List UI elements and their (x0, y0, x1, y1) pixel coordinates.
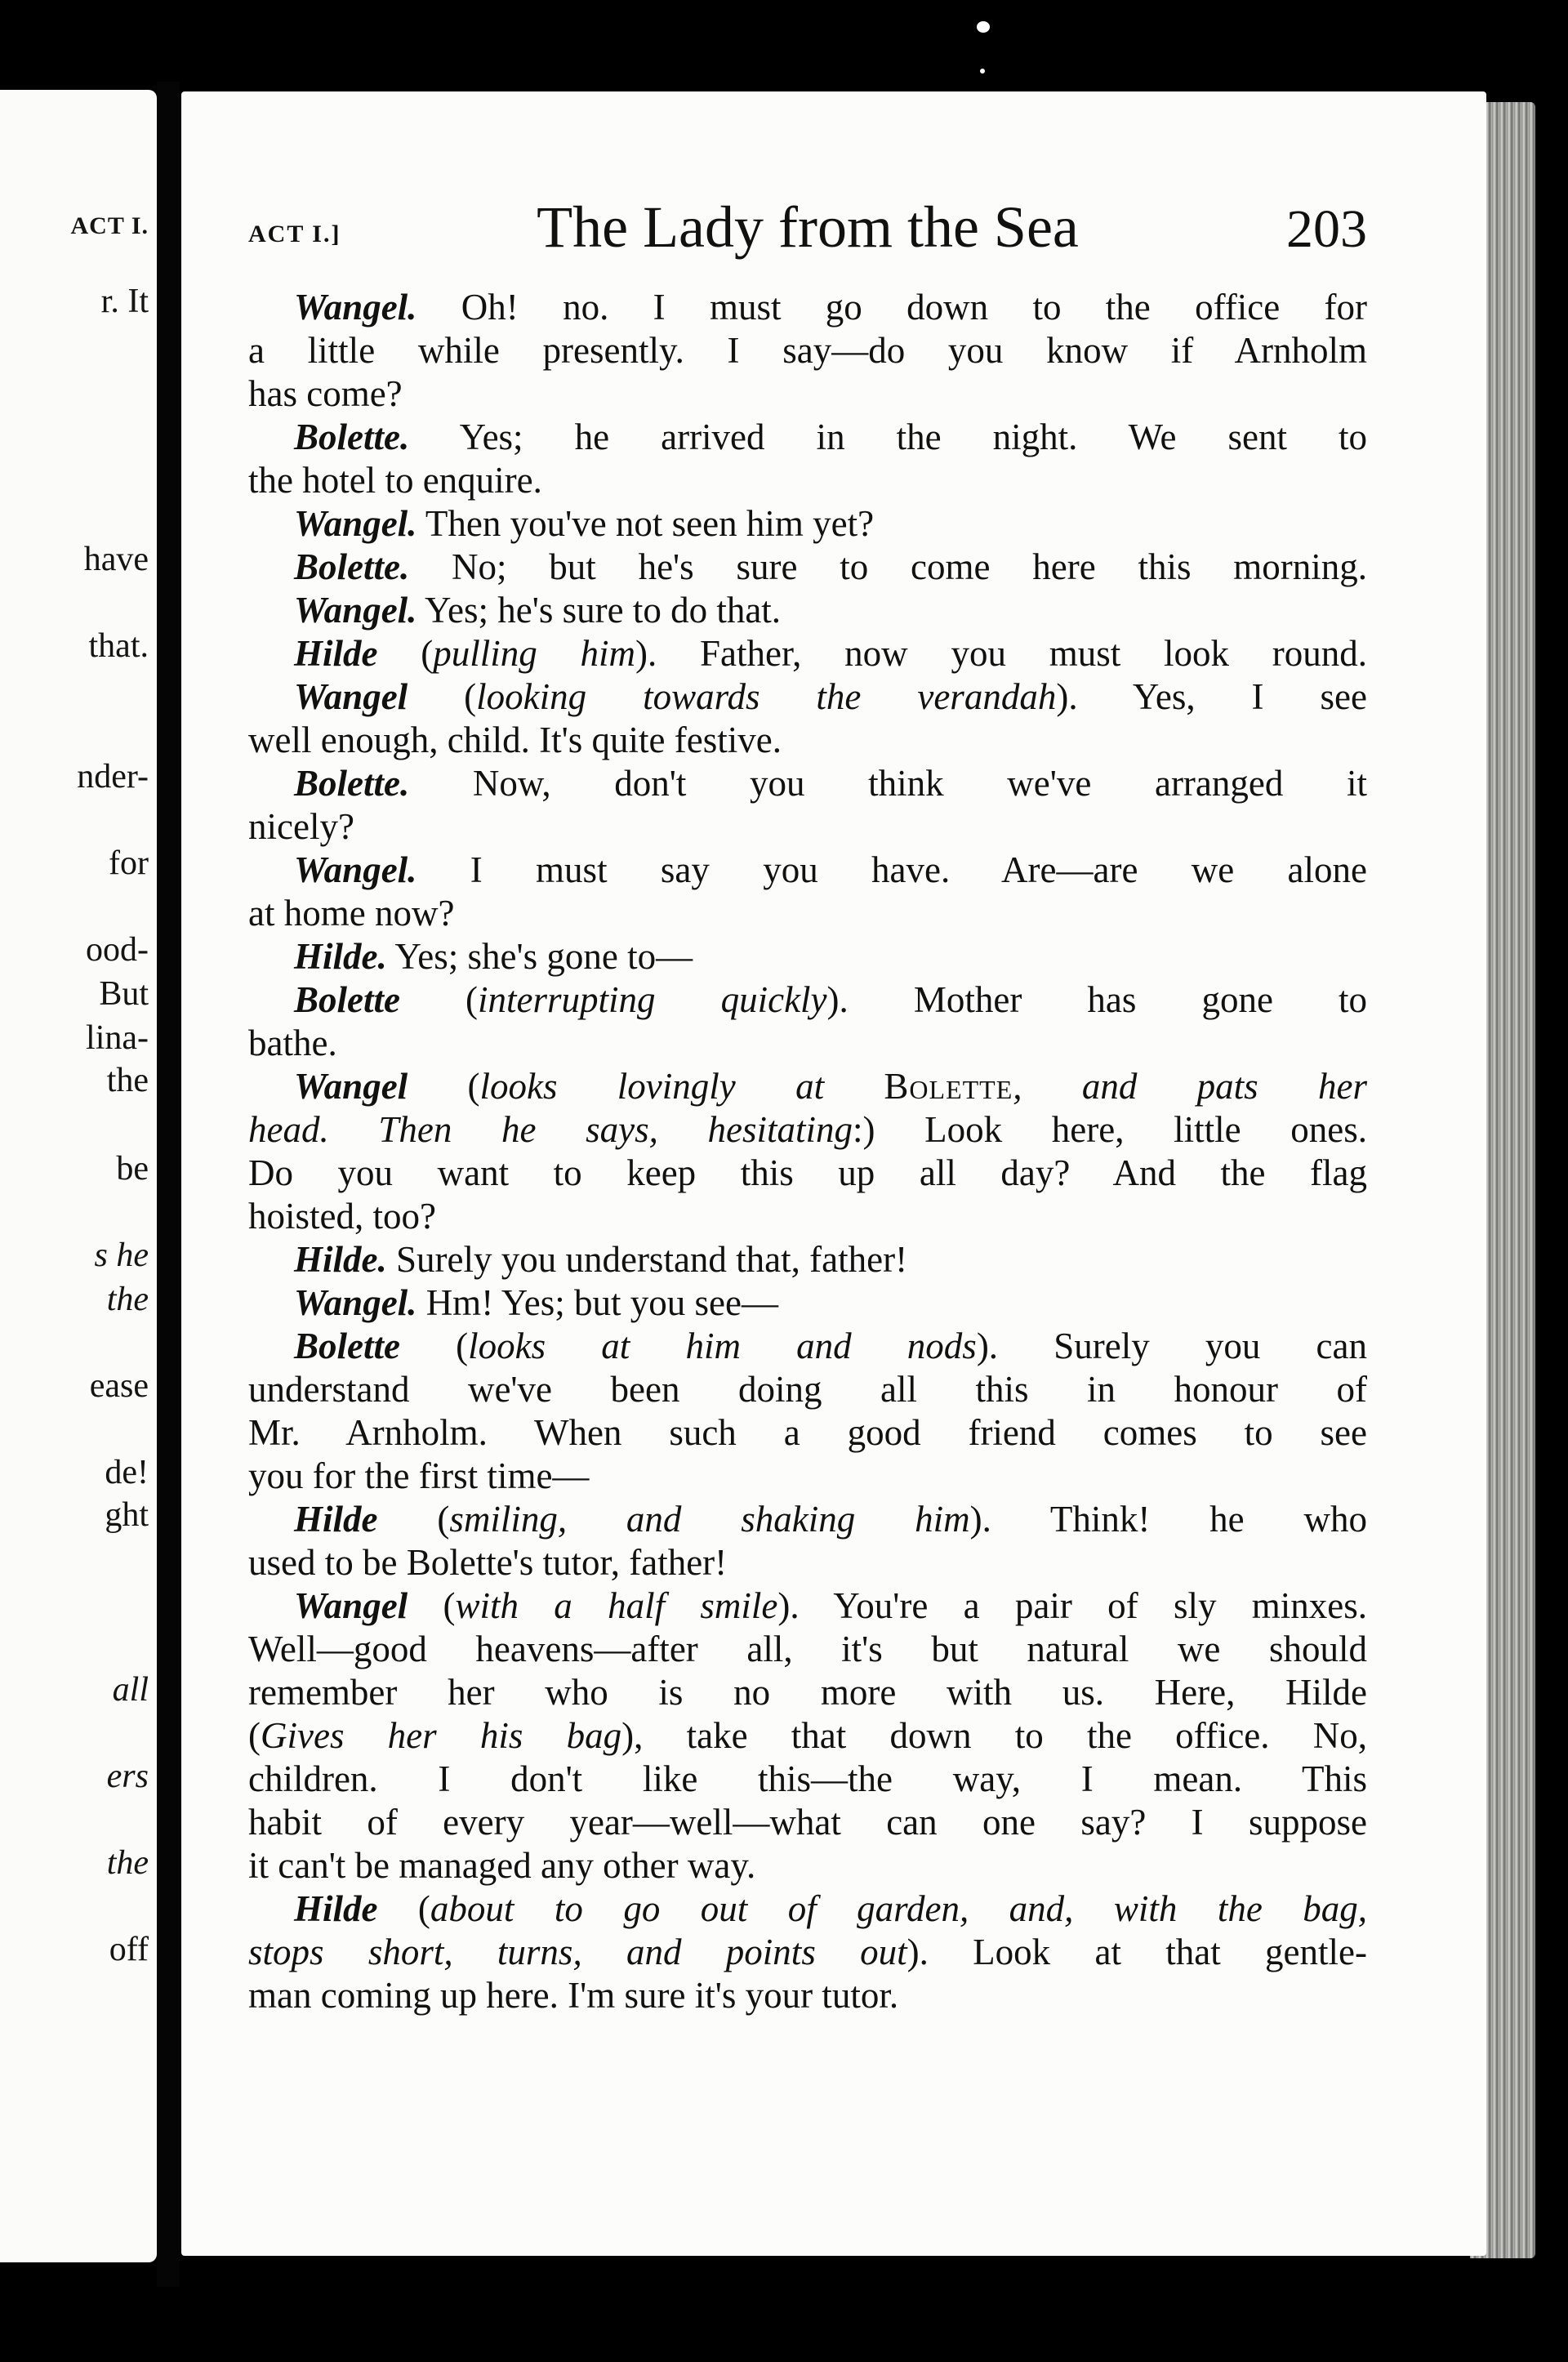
text-line (248, 762, 1367, 805)
stage-direction: head. Then he says, hesitating (248, 1109, 853, 1150)
facing-page-fragment: the (106, 1844, 149, 1882)
text-line (248, 1238, 1367, 1281)
line-text: I must say you have. Are—are we alone (416, 849, 1367, 890)
line-text: Hm! Yes; but you see— (416, 1282, 778, 1323)
text-line (248, 1801, 1367, 1844)
line-text: ( (377, 1499, 450, 1540)
line-text: Yes; she's gone to— (386, 936, 693, 977)
speaker-name: Wangel. (294, 287, 417, 328)
facing-page-fragment: r. It (100, 283, 149, 320)
facing-page-fragment: off (109, 1931, 149, 1968)
line-text: nicely? (248, 806, 354, 847)
facing-page-fragment: have (83, 541, 149, 578)
running-title: The Lady from the Sea (537, 194, 1079, 260)
line-text: at home now? (248, 893, 455, 934)
dust-speck (977, 21, 990, 33)
text-line (248, 589, 1367, 632)
stage-direction: stops short, turns, and points out (248, 1932, 907, 1972)
text-line (248, 1758, 1367, 1801)
text-line (248, 1628, 1367, 1671)
line-text: ( (408, 1066, 480, 1107)
text-line (248, 546, 1367, 589)
line-text: ( (408, 676, 477, 717)
facing-page-fragment: But (99, 975, 149, 1013)
book-gutter (157, 82, 180, 2287)
text-line (248, 1108, 1367, 1152)
book-page (181, 91, 1486, 2256)
text-line (248, 1541, 1367, 1584)
facing-page-fragment: the (106, 1062, 149, 1099)
line-text: used to be Bolette's tutor, father! (248, 1542, 728, 1583)
line-text: ). Look at that gentle- (906, 1932, 1367, 1972)
line-text: Then you've not seen him yet? (416, 503, 875, 544)
line-text: ( (408, 1585, 456, 1626)
facing-page-fragment: ood- (86, 931, 149, 969)
facing-page-fragment: all (112, 1671, 149, 1709)
stage-direction: , and pats her (1013, 1066, 1367, 1107)
line-text: ). Yes, I see (1056, 676, 1367, 717)
text-line (248, 286, 1367, 329)
text-line (248, 1195, 1367, 1238)
text-line (248, 1022, 1367, 1065)
text-line (248, 416, 1367, 459)
speaker-name: Bolette. (294, 417, 410, 457)
facing-page-fragment: de! (105, 1454, 149, 1491)
line-text: Now, don't you think we've arranged it (409, 763, 1367, 804)
text-line (248, 1065, 1367, 1108)
dust-speck (980, 69, 985, 74)
stage-direction: interrupting quickly (478, 979, 827, 1020)
line-text: ( (377, 1888, 430, 1929)
speaker-name: Bolette. (294, 546, 410, 587)
speaker-name: Wangel (294, 1585, 408, 1626)
line-text: Surely you understand that, father! (386, 1239, 908, 1280)
facing-page-fragment: nder- (77, 758, 149, 796)
line-text: has come? (248, 373, 403, 414)
facing-page-fragment: ACT I. (70, 212, 149, 239)
speaker-name: Bolette (294, 979, 400, 1020)
line-text: understand we've been doing all this in honour of (248, 1369, 1367, 1410)
line-text: ( (377, 633, 434, 674)
facing-page-fragment: s he (94, 1237, 149, 1274)
line-text: ). You're a pair of sly minxes. (777, 1585, 1367, 1626)
line-text: No; but he's sure to come here this morning. (409, 546, 1367, 587)
text-line (248, 1671, 1367, 1714)
line-text: well enough, child. It's quite festive. (248, 720, 782, 760)
stage-direction: looks at him and nods (468, 1326, 977, 1366)
line-text: ). Surely you can (976, 1326, 1367, 1366)
text-line (248, 1498, 1367, 1541)
facing-page-fragment: ease (89, 1367, 149, 1405)
text-line (248, 675, 1367, 719)
text-line (248, 1325, 1367, 1368)
stage-direction: Gives her his bag (261, 1715, 622, 1756)
speaker-name: Wangel. (294, 590, 417, 631)
speaker-name: Wangel. (294, 503, 417, 544)
line-text: Oh! no. I must go down to the office for (416, 287, 1367, 328)
text-line (248, 1931, 1367, 1974)
text-line (248, 502, 1367, 546)
text-line (248, 1411, 1367, 1455)
text-line (248, 1844, 1367, 1887)
running-header (248, 194, 1367, 271)
speaker-name: Hilde (294, 633, 378, 674)
text-line (248, 459, 1367, 502)
text-line (248, 719, 1367, 762)
speaker-name: Hilde. (294, 1239, 387, 1280)
facing-page-fragment: for (109, 845, 149, 882)
facing-page-fragment: be (116, 1150, 149, 1188)
line-text: Yes; he arrived in the night. We sent to (409, 417, 1367, 457)
text-line (248, 935, 1367, 978)
text-line (248, 1887, 1367, 1931)
line-text: Do you want to keep this up all day? And the flag (248, 1152, 1367, 1193)
line-text: ( (248, 1715, 261, 1756)
text-line (248, 1368, 1367, 1411)
line-text: ). Father, now you must look round. (635, 633, 1367, 674)
stage-direction: pulling him (433, 633, 636, 674)
line-text: habit of every year—well—what can one say? I suppose (248, 1802, 1367, 1843)
line-text: ( (399, 1326, 469, 1366)
text-line (248, 1974, 1367, 2017)
line-text: children. I don't like this—the way, I mean. This (248, 1758, 1367, 1799)
stage-direction: looks lovingly at (479, 1066, 884, 1107)
line-text: ). Think! he who (969, 1499, 1367, 1540)
small-caps-name: Bolette (884, 1066, 1013, 1107)
line-text: ( (399, 979, 479, 1020)
line-text: Mr. Arnholm. When such a good friend comes to see (248, 1412, 1367, 1453)
page-body-text (248, 286, 1367, 2017)
line-text: :) Look here, little ones. (853, 1109, 1367, 1150)
text-line (248, 1584, 1367, 1628)
text-line (248, 329, 1367, 372)
line-text: man coming up here. I'm sure it's your tutor. (248, 1975, 899, 2016)
line-text: the hotel to enquire. (248, 460, 542, 501)
speaker-name: Bolette (294, 1326, 400, 1366)
speaker-name: Wangel. (294, 1282, 417, 1323)
line-text: Yes; he's sure to do that. (416, 590, 782, 631)
page-number: 203 (1286, 199, 1367, 259)
speaker-name: Wangel (294, 676, 408, 717)
text-line (248, 978, 1367, 1022)
facing-page-fragment: that. (88, 627, 149, 665)
speaker-name: Wangel. (294, 849, 417, 890)
text-line (248, 1281, 1367, 1325)
stage-direction: looking towards the verandah (476, 676, 1057, 717)
line-text: hoisted, too? (248, 1196, 436, 1237)
text-line (248, 372, 1367, 416)
line-text: it can't be managed any other way. (248, 1845, 756, 1886)
facing-page-fragment: ers (106, 1758, 149, 1795)
running-head-act: ACT I.] (248, 221, 341, 247)
speaker-name: Hilde (294, 1499, 378, 1540)
text-line (248, 892, 1367, 935)
line-text: ). Mother has gone to (826, 979, 1367, 1020)
text-line (248, 805, 1367, 849)
text-line (248, 1714, 1367, 1758)
speaker-name: Wangel (294, 1066, 408, 1107)
stage-direction: about to go out of garden, and, with the bag, (430, 1888, 1367, 1929)
facing-page-fragment: lina- (86, 1019, 149, 1057)
facing-page-fragment: the (106, 1281, 149, 1318)
line-text: you for the first time— (248, 1455, 590, 1496)
line-text: ), take that down to the office. No, (621, 1715, 1367, 1756)
line-text: bathe. (248, 1023, 337, 1063)
text-line (248, 1152, 1367, 1195)
speaker-name: Bolette. (294, 763, 410, 804)
text-line (248, 1455, 1367, 1498)
speaker-name: Hilde (294, 1888, 378, 1929)
stage-direction: smiling, and shaking him (449, 1499, 970, 1540)
line-text: Well—good heavens—after all, it's but natural we should (248, 1629, 1367, 1669)
text-line (248, 849, 1367, 892)
stage-direction: with a half smile (455, 1585, 778, 1626)
line-text: a little while presently. I say—do you know if Arnholm (248, 330, 1367, 371)
facing-page-fragment: ght (105, 1496, 149, 1534)
speaker-name: Hilde. (294, 936, 387, 977)
text-line (248, 632, 1367, 675)
facing-page (0, 90, 157, 2262)
line-text: remember her who is no more with us. Here, Hilde (248, 1672, 1367, 1713)
